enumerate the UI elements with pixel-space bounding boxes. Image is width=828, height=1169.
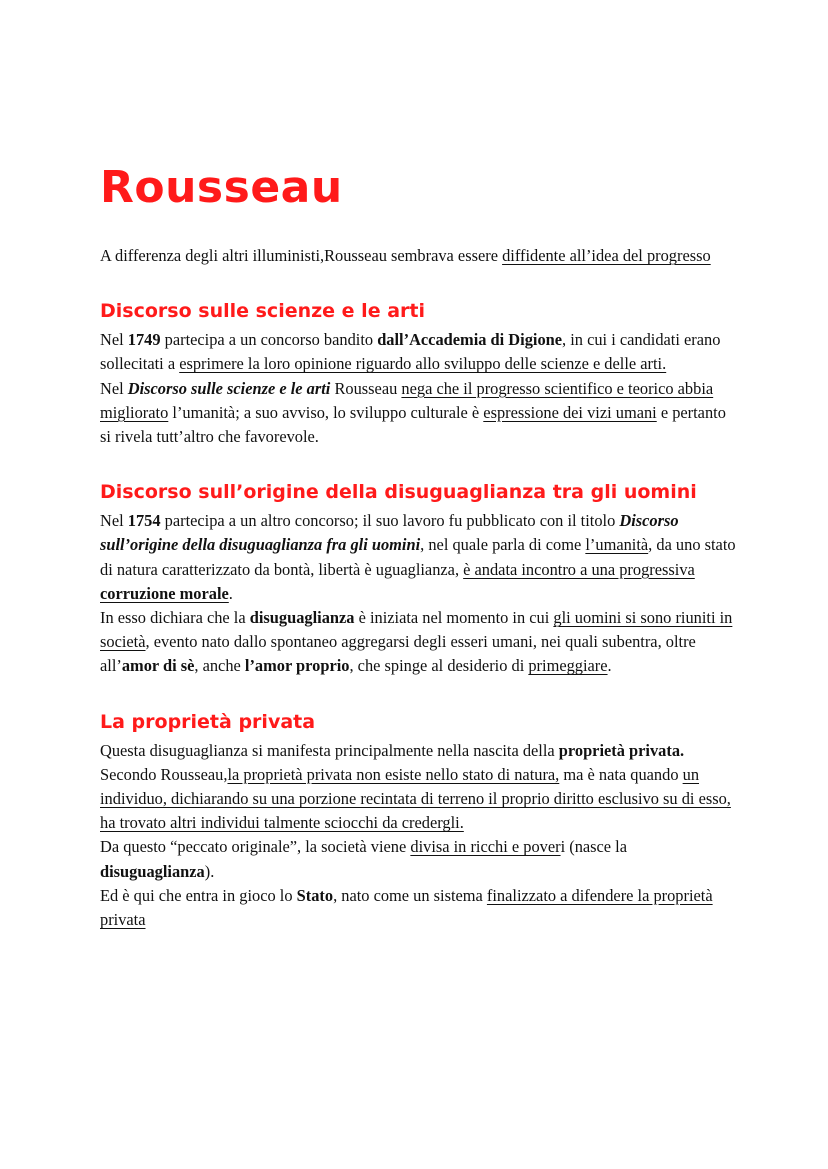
bold-text: dall’Accademia di Digione [377,330,563,350]
text: ma è nata quando [559,764,683,784]
paragraph [100,739,740,763]
text: . [228,583,233,603]
bold-italic-title: Discorso sull’origine della disuguaglianza fra gli uomini [100,511,679,555]
text: i (nasce la [560,837,628,857]
underlined-text: nega che il progresso scientifico e teorico abbia migliorato [100,378,714,422]
text: è iniziata nel momento in cui [354,608,554,628]
section-proprieta-privata [100,709,740,933]
bold-text: proprietà privata. [558,740,685,760]
text: ). [204,861,215,881]
underlined-text: finalizzato a difendere la proprietà privata [100,885,713,930]
text: A differenza degli altri illuministi,Rousseau sembrava essere [100,246,503,265]
text: , evento nato dallo spontaneo aggregarsi degli esseri umani, nei quali subentra, oltre all’ [100,632,696,676]
paragraph [100,606,740,679]
text: partecipa a un concorso bandito [160,330,378,350]
text: . [607,656,612,676]
text: , che spinge al desiderio di [349,656,529,676]
text: Da questo “peccato originale”, la società viene [100,837,411,857]
underlined-bold-text: corruzione morale [100,583,229,603]
paragraph [100,377,740,450]
section-heading: Discorso sulle scienze e le arti [100,300,425,323]
bold-text: 1754 [127,511,161,531]
section-scienze-arti [100,298,740,449]
document-body [100,158,740,932]
bold-text: 1749 [127,330,161,350]
text: Nel [100,330,128,350]
text: , nato come un sistema [333,885,487,905]
underlined-text: espressione dei vizi umani [483,402,657,422]
paragraph [100,884,740,932]
section-heading: Discorso sull’origine della disuguaglianza tra gli uomini [100,481,697,504]
underlined-text: divisa in ricchi e pover [410,837,561,857]
text: Rousseau [330,378,402,398]
underlined-text: è andata incontro a una progressiva [463,559,695,579]
section-disuguaglianza [100,479,740,678]
text: l’umanità; a suo avviso, lo sviluppo culturale è [168,402,484,422]
bold-text: amor di sè [121,656,195,676]
text: Nel [100,511,128,531]
paragraph [100,835,740,883]
text: In esso dichiara che la [100,608,250,628]
document-title: Rousseau [100,162,343,213]
text: Secondo Rousseau, [100,764,228,784]
paragraph [100,328,740,376]
underlined-text: esprimere la loro opinione riguardo allo sviluppo delle scienze e delle arti. [179,354,667,374]
underlined-text: un individuo, dichiarando su una porzione recintata di terreno il proprio diritto esclusivo su di esso, ha trovato altri individui talmente sciocchi da credergli. [100,764,731,833]
intro-paragraph [100,244,740,268]
text: Nel [100,378,128,398]
paragraph [100,509,740,606]
text: , in cui i candidati erano sollecitati a [100,330,721,374]
bold-text: l’amor proprio [244,656,350,676]
text: Questa disuguaglianza si manifesta principalmente nella nascita della [100,740,559,760]
text: partecipa a un altro concorso; il suo lavoro fu pubblicato con il titolo [160,511,620,531]
bold-italic-title: Discorso sulle scienze e le arti [127,378,331,398]
underlined-text: la proprietà privata non esiste nello stato di natura, [227,764,560,784]
underlined-text: primeggiare [528,656,608,676]
bold-text: Stato [296,885,334,905]
text: e pertanto si rivela tutt’altro che favorevole. [100,402,726,447]
text: Ed è qui che entra in gioco lo [100,885,297,905]
text: , anche [194,656,245,676]
underlined-text: l’umanità [585,535,649,555]
paragraph [100,763,740,836]
underlined-text: diffidente all’idea del progresso [502,246,711,265]
underlined-text: gli uomini si sono riuniti in società [100,608,733,652]
section-heading: La proprietà privata [100,710,316,733]
bold-text: disuguaglianza [100,861,205,881]
bold-text: disuguaglianza [249,608,355,628]
text: , nel quale parla di come [420,535,586,555]
text: , da uno stato di natura caratterizzato da bontà, libertà è uguaglianza, [100,535,736,579]
